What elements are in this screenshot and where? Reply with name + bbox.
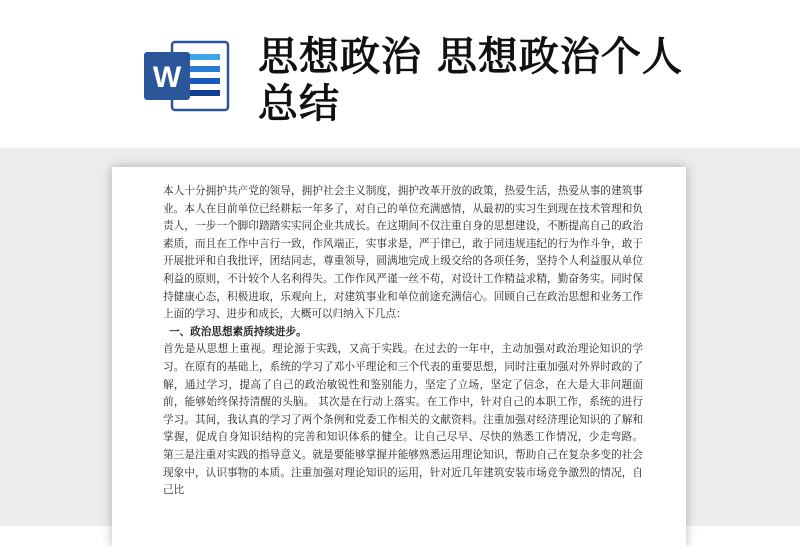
word-document-icon <box>142 40 230 112</box>
document-page <box>112 167 686 547</box>
header-banner <box>0 0 800 148</box>
section-heading: 一、政治思想素质持续进步。 <box>169 325 307 338</box>
page-title: 思想政治 思想政治个人总结 <box>258 34 683 127</box>
word-icon-letter: W <box>152 61 182 94</box>
document-paragraph: 首先是从思想上重视。理论源于实践，又高于实践。在过去的一年中，主动加强对政治理论知识的学习。在原有的基础上，系统的学习了邓小平理论和三个代表的重要思想，同时注重加强对外界时政的了解，通过学习，提高了自己的政治敏锐性和鉴别能力，坚定了立场，坚定了信念，在大是大非问题面前，能够始终保持清醒的头脑。 其次是在行动上落实。在工作中，针对自己的本职工作，系统的进行学习。其间，我认真的学习了两个条例和党委工作相关的文献资料。注重加强对经济理论知识的了解和掌握，促成自身知识结构的完善和知识体系的健全。让自己尽早、尽快的熟悉工作情况，少走弯路。 第三是注重对实践的指导意义。就是要能够掌握并能够熟悉运用理论知识，帮助自己在复杂多变的社会现象中，认识事物的本质。注重加强对理论知识的运用，针对近几年建筑安装市场竞争激烈的情况，自己比 <box>163 343 643 497</box>
document-body <box>163 183 643 500</box>
document-paragraph: 本人十分拥护共产党的领导，拥护社会主义制度，拥护改革开放的政策，热爱生活，热爱从事的建筑事业。本人在目前单位已经耕耘一年多了，对自己的单位充满感情，从最初的实习生到现在技术管理和负责人，一步一个脚印踏踏实实同企业共成长。在这期间不仅注重自身的思想建设，不断提高自己的政治素质，而且在工作中言行一致，作风端正，实事求是，严于律已，敢于同违规违纪的行为作斗争，敢于开展批评和自我批评，团结同志，尊重领导，圆满地完成上级交给的各项任务，坚持个人利益服从单位利益的原则，不计较个人名利得失。工作作风严谨一丝不苟，对设计工作精益求精，勤奋务实。同时保持健康心态，积极进取，乐观向上，对建筑事业和单位前途充满信心。回顾自己在政治思想和业务工作上面的学习、进步和成长，大概可以归纳入下几点： <box>163 185 643 321</box>
